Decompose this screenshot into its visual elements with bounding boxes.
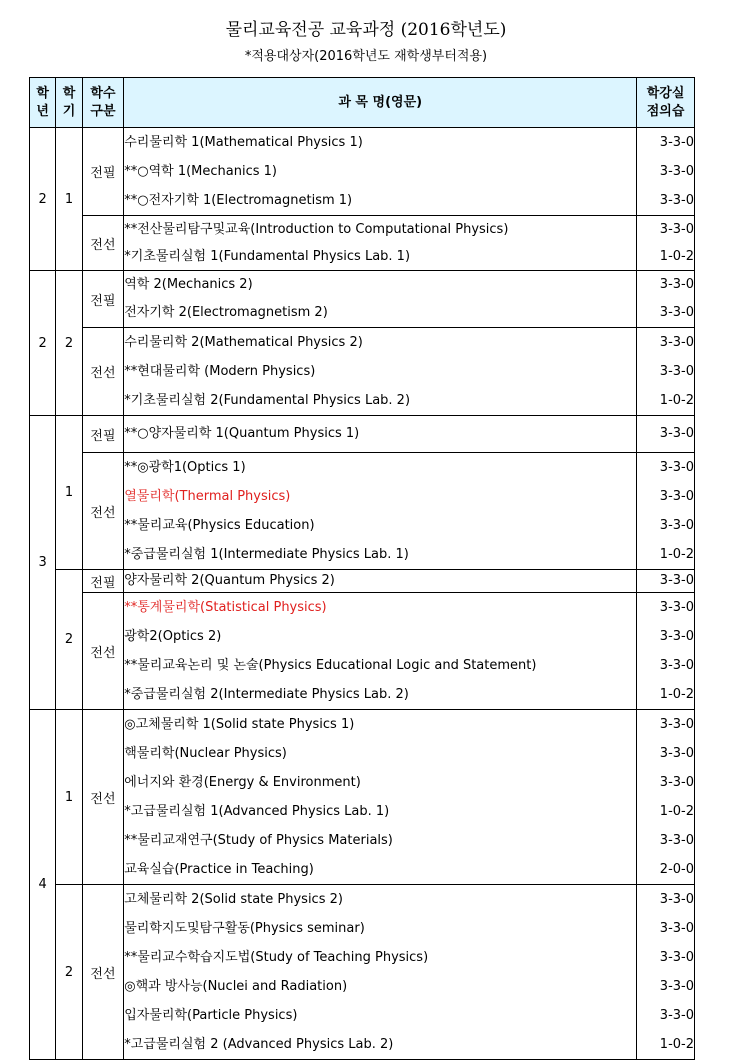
credit-cell: 3-3-0 [637, 570, 695, 593]
grade-cell: 2 [30, 271, 56, 416]
course-name: 수리물리학 1(Mathematical Physics 1) [124, 135, 363, 150]
semester-cell: 2 [56, 271, 82, 416]
curriculum-table [29, 77, 695, 1060]
credit-cell: 3-3-0 [637, 416, 695, 453]
course-name: **○역학 1(Mechanics 1) [124, 164, 277, 179]
course-name: **○양자물리학 1(Quantum Physics 1) [124, 426, 360, 441]
page-title: 물리교육전공 교육과정 (2016학년도) [225, 20, 507, 40]
table-row [30, 416, 695, 453]
credit-cell: 3-3-0 3-3-0 1-0-2 [637, 328, 695, 416]
category-cell: 전선 [82, 885, 124, 1060]
semester-cell: 1 [56, 416, 82, 570]
course-name: *중급물리실험 2(Intermediate Physics Lab. 2) [124, 687, 409, 702]
table-row [30, 710, 695, 885]
category-cell: 전선 [82, 328, 124, 416]
category-cell: 전필 [82, 570, 124, 593]
table-row [30, 570, 695, 593]
grade-header: 학 년 [30, 78, 56, 128]
category-header: 학수 구분 [82, 78, 124, 128]
course-name: **물리교육논리 및 논술(Physics Educational Logic and Statement) [124, 658, 537, 673]
category-cell: 전필 [82, 416, 124, 453]
course-cell [124, 416, 637, 453]
credit-cell: 3-3-0 3-3-0 3-3-0 1-0-2 [637, 453, 695, 570]
credit-cell: 3-3-0 3-3-0 [637, 271, 695, 328]
credit-cell: 3-3-0 3-3-0 3-3-0 1-0-2 [637, 593, 695, 710]
credit-cell: 3-3-0 3-3-0 3-3-0 1-0-2 3-3-0 2-0-0 [637, 710, 695, 885]
credit-cell: 3-3-0 3-3-0 3-3-0 [637, 128, 695, 216]
grade-cell: 2 [30, 128, 56, 271]
table-header-row [30, 78, 695, 128]
course-name: 양자물리학 2(Quantum Physics 2) [124, 573, 335, 588]
course-name: 물리학지도및탐구활동(Physics seminar) [124, 921, 365, 936]
semester-cell: 1 [56, 710, 82, 885]
course-cell [124, 271, 637, 328]
course-name: 에너지와 환경(Energy & Environment) [124, 775, 361, 790]
course-cell [124, 570, 637, 593]
credit-header: 학강실 점의습 [637, 78, 695, 128]
course-name: 입자물리학(Particle Physics) [124, 1008, 298, 1023]
table-row [30, 453, 695, 570]
course-name: ◎고체물리학 1(Solid state Physics 1) [124, 717, 355, 732]
table-row [30, 328, 695, 416]
category-cell: 전선 [82, 453, 124, 570]
course-name: 광학2(Optics 2) [124, 629, 222, 644]
course-name: 열물리학(Thermal Physics) [124, 489, 291, 504]
course-name: ◎핵과 방사능(Nuclei and Radiation) [124, 979, 348, 994]
category-cell: 전필 [82, 271, 124, 328]
table-row [30, 271, 695, 328]
table-row [30, 216, 695, 271]
course-name: 교육실습(Practice in Teaching) [124, 862, 314, 877]
course-name: **물리교육(Physics Education) [124, 518, 315, 533]
course-name: 수리물리학 2(Mathematical Physics 2) [124, 335, 363, 350]
credit-cell: 3-3-0 1-0-2 [637, 216, 695, 271]
course-cell [124, 216, 637, 271]
semester-header: 학 기 [56, 78, 82, 128]
page-subtitle: *적용대상자(2016학년도 재학생부터적용) [244, 49, 488, 64]
course-name: *기초물리실험 1(Fundamental Physics Lab. 1) [124, 249, 411, 264]
course-name: **전산물리탐구및교육(Introduction to Computational Physics) [124, 222, 509, 237]
grade-cell: 4 [30, 710, 56, 1060]
course-header: 과 목 명(영문) [124, 78, 637, 128]
course-name: **○전자기학 1(Electromagnetism 1) [124, 193, 353, 208]
table-row [30, 128, 695, 216]
course-name: 핵물리학(Nuclear Physics) [124, 746, 287, 761]
credit-cell: 3-3-0 3-3-0 3-3-0 3-3-0 3-3-0 1-0-2 [637, 885, 695, 1060]
table-row [30, 885, 695, 1060]
course-name: *기초물리실험 2(Fundamental Physics Lab. 2) [124, 393, 411, 408]
course-cell [124, 328, 637, 416]
course-name: **물리교재연구(Study of Physics Materials) [124, 833, 393, 848]
category-cell: 전선 [82, 216, 124, 271]
course-name: *고급물리실험 2 (Advanced Physics Lab. 2) [124, 1037, 394, 1052]
course-cell [124, 710, 637, 885]
category-cell: 전선 [82, 593, 124, 710]
semester-cell: 2 [56, 885, 82, 1060]
course-cell [124, 128, 637, 216]
course-name: 역학 2(Mechanics 2) [124, 277, 253, 292]
course-cell [124, 593, 637, 710]
course-name: **물리교수학습지도법(Study of Teaching Physics) [124, 950, 429, 965]
grade-cell: 3 [30, 416, 56, 710]
course-name: *중급물리실험 1(Intermediate Physics Lab. 1) [124, 547, 409, 562]
course-name: 고체물리학 2(Solid state Physics 2) [124, 892, 343, 907]
course-name: **현대물리학 (Modern Physics) [124, 364, 316, 379]
course-cell [124, 885, 637, 1060]
course-name: **통계물리학(Statistical Physics) [124, 600, 327, 615]
semester-cell: 2 [56, 570, 82, 710]
course-cell [124, 453, 637, 570]
table-row [30, 593, 695, 710]
category-cell: 전선 [82, 710, 124, 885]
category-cell: 전필 [82, 128, 124, 216]
course-name: **◎광학1(Optics 1) [124, 460, 246, 475]
semester-cell: 1 [56, 128, 82, 271]
course-name: 전자기학 2(Electromagnetism 2) [124, 305, 328, 320]
course-name: *고급물리실험 1(Advanced Physics Lab. 1) [124, 804, 390, 819]
